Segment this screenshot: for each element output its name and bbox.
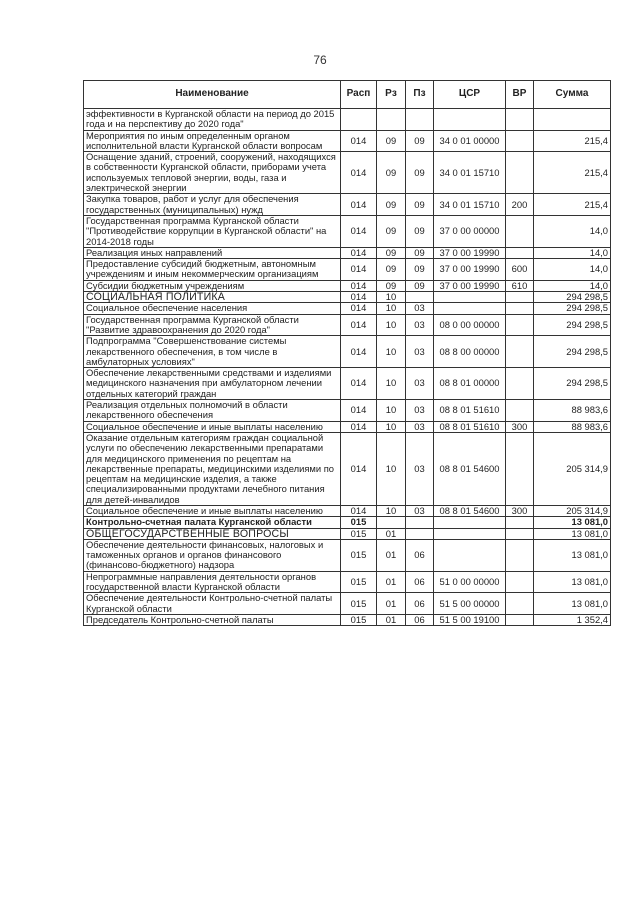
row-name: Государственная программа Курганской области "Развитие здравоохранения до 2020 года": [84, 314, 341, 336]
row-vr: [506, 614, 534, 625]
row-pz: 03: [406, 368, 434, 400]
row-csr: 37 0 00 19990: [434, 247, 506, 258]
page-number: 76: [313, 53, 327, 67]
table-row: [84, 336, 611, 368]
row-sum: 14,0: [534, 247, 611, 258]
table-row: [84, 614, 611, 625]
row-csr: 08 8 01 00000: [434, 368, 506, 400]
row-rasp: 014: [341, 505, 377, 516]
row-rz: 01: [377, 593, 406, 615]
row-csr: 34 0 01 15710: [434, 194, 506, 216]
table-row: [84, 368, 611, 400]
table-row: [84, 421, 611, 432]
row-csr: [434, 528, 506, 539]
row-vr: 610: [506, 280, 534, 291]
row-name: Закупка товаров, работ и услуг для обеспечения государственных (муниципальных) нужд: [84, 194, 341, 216]
row-rz: 10: [377, 421, 406, 432]
table-row: [84, 314, 611, 336]
row-rz: 01: [377, 539, 406, 571]
row-rasp: 014: [341, 336, 377, 368]
header-csr: ЦСР: [434, 81, 506, 109]
row-rasp: 014: [341, 432, 377, 505]
row-sum: 294 298,5: [534, 303, 611, 314]
row-pz: [406, 517, 434, 528]
row-name: Обеспечение деятельности Контрольно-счетной палаты Курганской области: [84, 593, 341, 615]
row-rz: 09: [377, 152, 406, 194]
row-csr: 37 0 00 19990: [434, 259, 506, 281]
row-rasp: 014: [341, 421, 377, 432]
row-rasp: 015: [341, 593, 377, 615]
row-sum: 13 081,0: [534, 593, 611, 615]
row-rasp: 014: [341, 259, 377, 281]
row-csr: 51 5 00 00000: [434, 593, 506, 615]
row-vr: 300: [506, 505, 534, 516]
row-name: СОЦИАЛЬНАЯ ПОЛИТИКА: [84, 292, 341, 303]
row-vr: 300: [506, 421, 534, 432]
row-vr: [506, 303, 534, 314]
row-pz: 09: [406, 194, 434, 216]
table-row: [84, 539, 611, 571]
row-rz: 09: [377, 194, 406, 216]
row-vr: [506, 593, 534, 615]
row-rasp: 014: [341, 292, 377, 303]
table-row: [84, 400, 611, 422]
row-pz: [406, 109, 434, 131]
row-pz: 03: [406, 505, 434, 516]
table-row: [84, 303, 611, 314]
row-rasp: 015: [341, 614, 377, 625]
row-rasp: 014: [341, 247, 377, 258]
row-csr: 34 0 01 00000: [434, 130, 506, 152]
table-row: [84, 215, 611, 247]
row-vr: [506, 539, 534, 571]
row-csr: 51 5 00 19100: [434, 614, 506, 625]
row-rz: [377, 517, 406, 528]
row-vr: [506, 215, 534, 247]
row-vr: [506, 432, 534, 505]
budget-table: [83, 80, 611, 626]
header-vr: ВР: [506, 81, 534, 109]
row-pz: [406, 528, 434, 539]
row-vr: [506, 336, 534, 368]
row-csr: [434, 539, 506, 571]
row-pz: 09: [406, 215, 434, 247]
header-pz: Пз: [406, 81, 434, 109]
row-vr: [506, 109, 534, 131]
header-name: Наименование: [84, 81, 341, 109]
row-name: эффективности в Курганской области на период до 2015 года и на перспективу до 2020 года": [84, 109, 341, 131]
row-sum: 205 314,9: [534, 505, 611, 516]
row-sum: 14,0: [534, 215, 611, 247]
row-name: Непрограммные направления деятельности органов государственной власти Курганской области: [84, 571, 341, 593]
row-name: Председатель Контрольно-счетной палаты: [84, 614, 341, 625]
row-sum: 294 298,5: [534, 292, 611, 303]
row-pz: 03: [406, 432, 434, 505]
table-row: [84, 130, 611, 152]
row-vr: [506, 247, 534, 258]
row-sum: 1 352,4: [534, 614, 611, 625]
row-rz: 01: [377, 614, 406, 625]
row-sum: 14,0: [534, 259, 611, 281]
row-name: Обеспечение лекарственными средствами и изделиями медицинского назначения при амбулаторном лечении отдельных категорий граждан: [84, 368, 341, 400]
table-row: [84, 259, 611, 281]
table-row: [84, 109, 611, 131]
row-rz: 10: [377, 432, 406, 505]
row-rz: 10: [377, 314, 406, 336]
row-sum: 215,4: [534, 152, 611, 194]
row-csr: [434, 292, 506, 303]
row-name: Подпрограмма "Совершенствование системы лекарственного обеспечения, в том числе в амбулаторных условиях": [84, 336, 341, 368]
row-csr: 34 0 01 15710: [434, 152, 506, 194]
row-sum: 215,4: [534, 130, 611, 152]
row-name: Социальное обеспечение населения: [84, 303, 341, 314]
row-csr: 08 8 01 51610: [434, 421, 506, 432]
row-vr: [506, 571, 534, 593]
row-sum: 294 298,5: [534, 368, 611, 400]
table-header-row: [84, 81, 611, 109]
row-rasp: 014: [341, 400, 377, 422]
row-csr: 08 8 00 00000: [434, 336, 506, 368]
row-pz: 09: [406, 280, 434, 291]
table-row: [84, 505, 611, 516]
row-name: Оказание отдельным категориям граждан социальной услуги по обеспечению лекарственными препаратами для медицинского применения по рецептам на лекарственные препараты, медицинскими изделиями по рецептам на медицинские изделия, а также специализированными продуктами лечебного питания для детей-инвалидов: [84, 432, 341, 505]
row-rz: 10: [377, 368, 406, 400]
table-row: [84, 280, 611, 291]
row-pz: 06: [406, 571, 434, 593]
row-vr: [506, 528, 534, 539]
row-vr: [506, 314, 534, 336]
table-row: [84, 517, 611, 528]
row-name: Предоставление субсидий бюджетным, автономным учреждениям и иным некоммерческим организациям: [84, 259, 341, 281]
table-body: [84, 109, 611, 626]
row-pz: 03: [406, 400, 434, 422]
row-sum: 294 298,5: [534, 314, 611, 336]
row-rasp: 015: [341, 539, 377, 571]
row-vr: [506, 517, 534, 528]
row-rz: [377, 109, 406, 131]
row-csr: [434, 109, 506, 131]
row-sum: [534, 109, 611, 131]
header-rz: Рз: [377, 81, 406, 109]
row-vr: [506, 152, 534, 194]
row-rz: 10: [377, 400, 406, 422]
row-vr: [506, 292, 534, 303]
row-pz: 03: [406, 421, 434, 432]
row-pz: 09: [406, 152, 434, 194]
row-name: Субсидии бюджетным учреждениям: [84, 280, 341, 291]
header-sum: Сумма: [534, 81, 611, 109]
row-rz: 10: [377, 292, 406, 303]
row-rasp: 014: [341, 152, 377, 194]
row-rz: 09: [377, 280, 406, 291]
row-pz: 09: [406, 247, 434, 258]
row-sum: 13 081,0: [534, 517, 611, 528]
row-name: Реализация иных направлений: [84, 247, 341, 258]
row-vr: 600: [506, 259, 534, 281]
row-rasp: 014: [341, 215, 377, 247]
row-sum: 13 081,0: [534, 528, 611, 539]
row-sum: 13 081,0: [534, 571, 611, 593]
row-sum: 88 983,6: [534, 400, 611, 422]
row-sum: 14,0: [534, 280, 611, 291]
row-csr: 37 0 00 19990: [434, 280, 506, 291]
row-name: Обеспечение деятельности финансовых, налоговых и таможенных органов и органов финансового (финансово-бюджетного) надзора: [84, 539, 341, 571]
row-name: Контрольно-счетная палата Курганской области: [84, 517, 341, 528]
row-sum: 13 081,0: [534, 539, 611, 571]
row-pz: 03: [406, 303, 434, 314]
row-rz: 10: [377, 303, 406, 314]
row-rz: 09: [377, 130, 406, 152]
row-name: Социальное обеспечение и иные выплаты населению: [84, 505, 341, 516]
row-sum: 294 298,5: [534, 336, 611, 368]
row-rasp: 015: [341, 517, 377, 528]
row-vr: 200: [506, 194, 534, 216]
row-rz: 09: [377, 259, 406, 281]
row-sum: 215,4: [534, 194, 611, 216]
row-pz: [406, 292, 434, 303]
row-pz: 09: [406, 130, 434, 152]
row-csr: 08 8 01 54600: [434, 432, 506, 505]
table-row: [84, 593, 611, 615]
row-rasp: [341, 109, 377, 131]
row-name: Мероприятия по иным определенным органом исполнительной власти Курганской области вопросам: [84, 130, 341, 152]
row-rz: 10: [377, 336, 406, 368]
row-rasp: 014: [341, 314, 377, 336]
row-csr: 37 0 00 00000: [434, 215, 506, 247]
row-rz: 09: [377, 215, 406, 247]
row-pz: 09: [406, 259, 434, 281]
row-pz: 06: [406, 593, 434, 615]
table-row: [84, 247, 611, 258]
row-name: Социальное обеспечение и иные выплаты населению: [84, 421, 341, 432]
row-rasp: 014: [341, 280, 377, 291]
table-row: [84, 571, 611, 593]
row-vr: [506, 368, 534, 400]
row-vr: [506, 130, 534, 152]
row-pz: 03: [406, 336, 434, 368]
row-rz: 01: [377, 571, 406, 593]
header-rasp: Расп: [341, 81, 377, 109]
row-csr: 51 0 00 00000: [434, 571, 506, 593]
row-rasp: 014: [341, 130, 377, 152]
row-pz: 06: [406, 614, 434, 625]
row-csr: 08 8 01 54600: [434, 505, 506, 516]
row-rz: 10: [377, 505, 406, 516]
table-row: [84, 292, 611, 303]
row-rasp: 014: [341, 194, 377, 216]
row-name: Государственная программа Курганской области "Противодействие коррупции в Курганской области" на 2014-2018 годы: [84, 215, 341, 247]
row-name: Реализация отдельных полномочий в области лекарственного обеспечения: [84, 400, 341, 422]
row-csr: 08 0 00 00000: [434, 314, 506, 336]
table-row: [84, 152, 611, 194]
row-rz: 01: [377, 528, 406, 539]
table-row: [84, 432, 611, 505]
row-rasp: 015: [341, 528, 377, 539]
row-vr: [506, 400, 534, 422]
row-rasp: 014: [341, 303, 377, 314]
row-rasp: 015: [341, 571, 377, 593]
table-row: [84, 528, 611, 539]
row-csr: 08 8 01 51610: [434, 400, 506, 422]
row-sum: 205 314,9: [534, 432, 611, 505]
row-name: Оснащение зданий, строений, сооружений, находящихся в собственности Курганской области, приборами учета используемых тепловой энергии, воды, газа и электрической энергии: [84, 152, 341, 194]
row-pz: 03: [406, 314, 434, 336]
row-sum: 88 983,6: [534, 421, 611, 432]
row-csr: [434, 517, 506, 528]
row-pz: 06: [406, 539, 434, 571]
row-rasp: 014: [341, 368, 377, 400]
row-rz: 09: [377, 247, 406, 258]
table-row: [84, 194, 611, 216]
row-name: ОБЩЕГОСУДАРСТВЕННЫЕ ВОПРОСЫ: [84, 528, 341, 539]
row-csr: [434, 303, 506, 314]
